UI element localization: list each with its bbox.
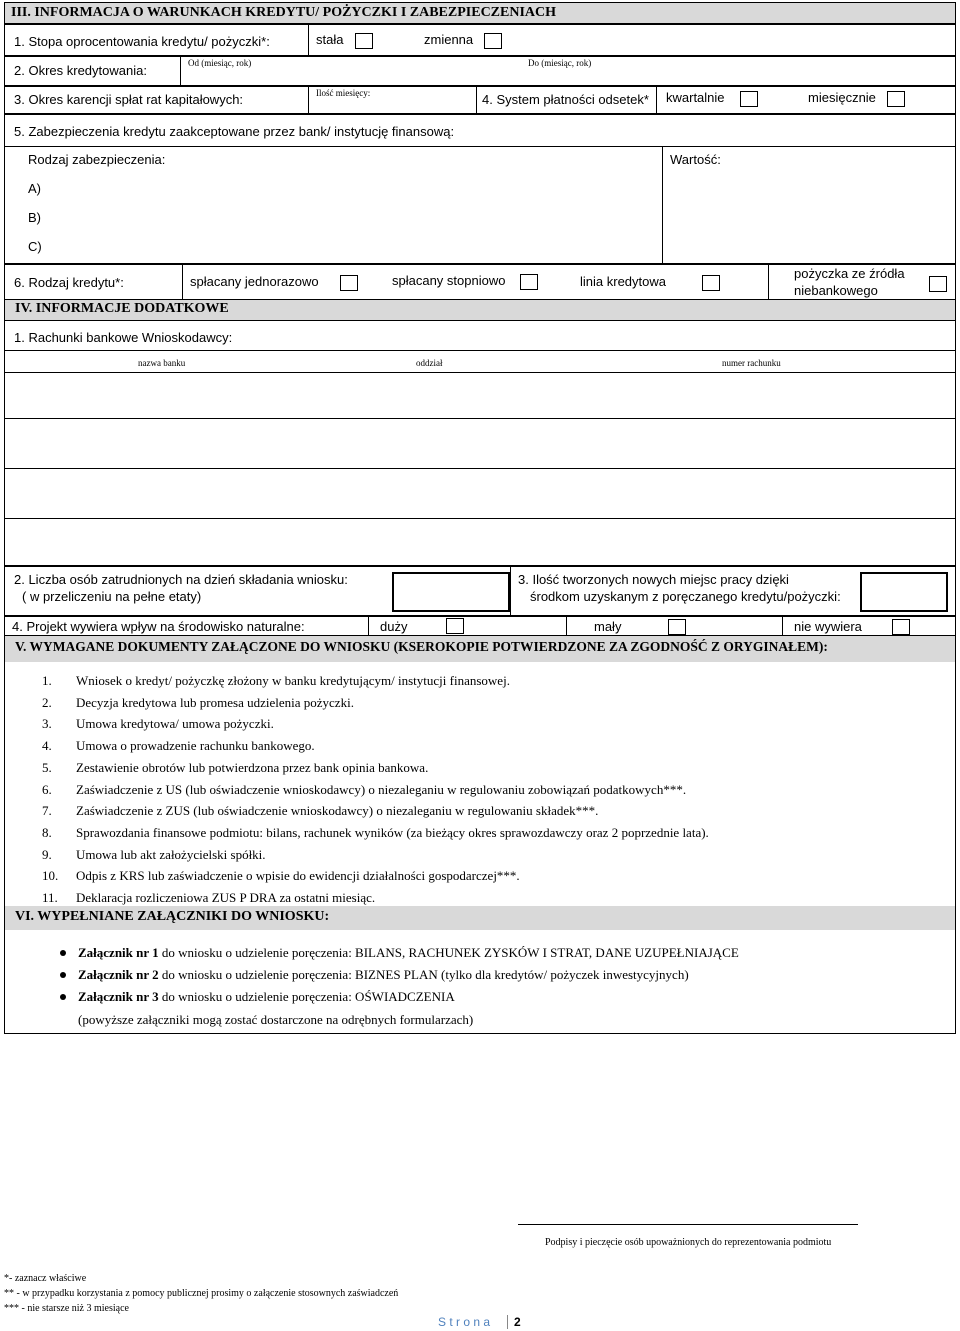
document-item-number: 3. [42, 716, 52, 732]
document-item-number: 10. [42, 868, 59, 884]
document-item-number: 2. [42, 694, 52, 710]
document-item-number: 9. [42, 846, 52, 862]
jobs-input[interactable] [860, 572, 948, 612]
attachment-item-text: do wniosku o udzielenie poręczenia: BILANS, RACHUNEK ZYSKÓW I STRAT, DANE UZUPEŁNIAJĄCE [158, 945, 739, 960]
env-big-label: duży [380, 619, 408, 634]
signature-caption: Podpisy i pieczęcie osób upoważnionych do reprezentowania podmiotu [545, 1237, 832, 1248]
interest-monthly-checkbox[interactable] [887, 91, 905, 107]
grace-label: 3. Okres karencji spłat rat kapitałowych: [14, 92, 244, 107]
document-item: Decyzja kredytowa lub promesa udzielenia pożyczki. [76, 694, 354, 710]
env-small-label: mały [594, 619, 622, 634]
section-5-header: V. WYMAGANE DOKUMENTY ZAŁĄCZONE DO WNIOSKU (KSEROKOPIE POTWIERDZONE ZA ZGODNOŚĆ Z ORYGINAŁEM): [4, 636, 956, 662]
env-small-checkbox[interactable] [668, 619, 686, 635]
interest-quarterly-checkbox[interactable] [740, 91, 758, 107]
document-item: Sprawozdania finansowe podmiotu: bilans, rachunek wyników (za bieżący okres sprawozdawczy oraz 2 poprzednie lata). [76, 824, 709, 840]
account-row[interactable] [5, 519, 955, 565]
account-row[interactable] [5, 469, 955, 517]
attachment-item-title: Załącznik nr 1 [78, 945, 159, 960]
grace-months-caption: Ilość miesięcy: [316, 88, 371, 98]
grace-months-input[interactable] [316, 99, 466, 112]
page-number: 2 [514, 1315, 521, 1329]
period-from-caption: Od (miesiąc, rok) [188, 58, 252, 68]
document-item: Wniosek o kredyt/ pożyczkę złożony w banku kredytującym/ instytucji finansowej. [76, 673, 510, 688]
jobs-label-2: środkom uzyskanym z poręczanego kredytu/pożyczki: [530, 589, 841, 604]
document-item-number: 11. [42, 890, 58, 905]
document-item: Odpis z KRS lub zaświadczenie o wpisie do ewidencji działalności gospodarczej***. [76, 868, 520, 884]
attachment-item [78, 989, 455, 1005]
loan-gradual-label: spłacany stopniowo [392, 273, 506, 288]
security-row-a: A) [28, 181, 41, 196]
document-item: Umowa kredytowa/ umowa pożyczki. [76, 716, 274, 732]
employees-input[interactable] [392, 572, 510, 612]
col-account-header: numer rachunku [722, 358, 781, 368]
period-label: 2. Okres kredytowania: [14, 63, 147, 78]
bullet-icon [60, 972, 66, 978]
section-4-header: IV. INFORMACJE DODATKOWE [4, 300, 956, 320]
loan-once-label: spłacany jednorazowo [190, 274, 319, 289]
attachment-item [78, 945, 739, 961]
loan-nonbank-label-1: pożyczka ze źródła [794, 266, 905, 281]
attachment-item [78, 967, 689, 983]
document-item-number: 5. [42, 759, 52, 775]
employees-label-2: ( w przeliczeniu na pełne etaty) [22, 589, 202, 604]
security-label: 5. Zabezpieczenia kredytu zaakceptowane przez bank/ instytucję finansową: [14, 124, 455, 139]
attachment-item-title: Załącznik nr 2 [78, 967, 159, 982]
footnote-3: *** - nie starsze niż 3 miesiące [4, 1303, 129, 1314]
env-none-label: nie wywiera [794, 619, 862, 634]
document-item: Zaświadczenie z ZUS (lub oświadczenie wnioskodawcy) o niezaleganiu w regulowaniu składek***. [76, 803, 599, 819]
rate-fixed-checkbox[interactable] [355, 33, 373, 49]
security-row-b: B) [28, 210, 41, 225]
interest-quarterly-label: kwartalnie [666, 90, 725, 105]
loan-line-checkbox[interactable] [702, 275, 720, 291]
document-item: Zestawienie obrotów lub potwierdzona przez bank opinia bankowa. [76, 759, 429, 775]
security-value-header: Wartość: [670, 152, 721, 167]
col-branch-header: oddział [416, 358, 443, 368]
env-big-checkbox[interactable] [446, 618, 464, 634]
rate-fixed-label: stała [316, 32, 344, 47]
rate-label: 1. Stopa oprocentowania kredytu/ pożyczki*: [14, 34, 270, 49]
bullet-icon [60, 994, 66, 1000]
page-label: S t r o n a [438, 1315, 491, 1329]
document-item-number: 1. [42, 673, 52, 688]
document-item-number: 6. [42, 781, 52, 797]
document-item-number: 8. [42, 824, 52, 840]
document-item: Deklaracja rozliczeniowa ZUS P DRA za ostatni miesiąc. [76, 890, 376, 905]
interest-label: 4. System płatności odsetek* [482, 92, 649, 107]
rate-variable-label: zmienna [424, 32, 474, 47]
employees-label-1: 2. Liczba osób zatrudnionych na dzień składania wniosku: [14, 572, 348, 587]
period-to-caption: Do (miesiąc, rok) [528, 58, 592, 68]
loan-nonbank-checkbox[interactable] [929, 276, 947, 292]
account-row[interactable] [5, 419, 955, 467]
bullet-icon [60, 950, 66, 956]
loan-line-label: linia kredytowa [580, 274, 666, 289]
loan-gradual-checkbox[interactable] [520, 274, 538, 290]
attachment-item-title: Załącznik nr 3 [78, 989, 159, 1004]
loan-nonbank-label-2: niebankowego [794, 283, 878, 298]
loan-type-label: 6. Rodzaj kredytu*: [14, 275, 124, 290]
environment-label: 4. Projekt wywiera wpływ na środowisko naturalne: [12, 619, 305, 634]
document-item-number: 7. [42, 803, 52, 819]
interest-monthly-label: miesięcznie [808, 90, 876, 105]
period-to-input[interactable] [528, 70, 948, 84]
document-item: Umowa o prowadzenie rachunku bankowego. [76, 738, 315, 754]
period-from-input[interactable] [188, 70, 508, 84]
document-item: Zaświadczenie z US (lub oświadczenie wnioskodawcy) o niezaleganiu w regulowaniu zobowiązań podatkowych***. [76, 781, 687, 797]
signature-line [518, 1224, 858, 1225]
attachment-item-text: do wniosku o udzielenie poręczenia: OŚWIADCZENIA [158, 989, 455, 1004]
attachments-note: (powyższe załączniki mogą zostać dostarczone na odrębnych formularzach) [78, 1012, 474, 1027]
section-6-header: VI. WYPEŁNIANE ZAŁĄCZNIKI DO WNIOSKU: [4, 906, 956, 930]
section-3-header: III. INFORMACJA O WARUNKACH KREDYTU/ POŻYCZKI I ZABEZPIECZENIACH [4, 2, 956, 24]
loan-once-checkbox[interactable] [340, 275, 358, 291]
accounts-label: 1. Rachunki bankowe Wnioskodawcy: [14, 330, 233, 345]
rate-variable-checkbox[interactable] [484, 33, 502, 49]
env-none-checkbox[interactable] [892, 619, 910, 635]
attachment-item-text: do wniosku o udzielenie poręczenia: BIZNES PLAN (tylko dla kredytów/ pożyczek inwestycyjnych) [158, 967, 689, 982]
col-bank-header: nazwa banku [138, 358, 186, 368]
footnote-1: *- zaznacz właściwe [4, 1273, 87, 1284]
footnote-2: ** - w przypadku korzystania z pomocy publicznej prosimy o załączenie stosownych zaświadczeń [4, 1288, 399, 1299]
jobs-label-1: 3. Ilość tworzonych nowych miejsc pracy dzięki [518, 572, 789, 587]
security-type-header: Rodzaj zabezpieczenia: [28, 152, 166, 167]
document-item-number: 4. [42, 738, 52, 754]
security-row-c: C) [28, 239, 42, 254]
document-item: Umowa lub akt założycielski spółki. [76, 846, 266, 862]
account-row[interactable] [5, 373, 955, 417]
